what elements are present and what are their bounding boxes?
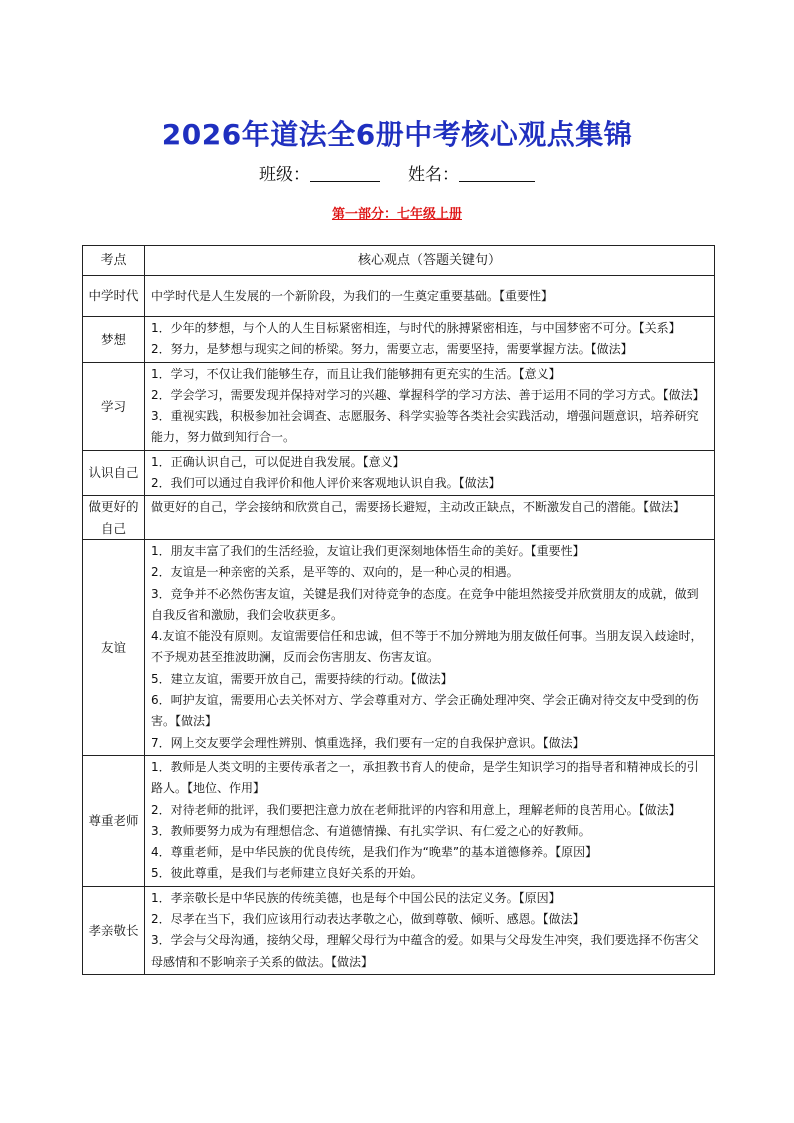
table-row: [83, 362, 715, 450]
table-row: [83, 496, 715, 540]
table-row: [83, 755, 715, 886]
row-topic: 孝亲敬长: [83, 886, 145, 974]
point-line: 3．教师要努力成为有理想信念、有道德情操、有扎实学识、有仁爱之心的好教师。: [151, 823, 591, 838]
point-line: 1．少年的梦想，与个人的人生目标紧密相连，与时代的脉搏紧密相连，与中国梦密不可分。【关系】: [151, 321, 681, 335]
part-title: 第一部分：七年级上册: [331, 207, 462, 222]
row-topic: 中学时代: [83, 276, 145, 317]
table-row: [83, 886, 715, 974]
header-points: 核心观点（答题关键句）: [145, 246, 715, 276]
point-line: 1．正确认识自己，可以促进自我发展。【意义】: [151, 454, 405, 469]
class-blank: [310, 165, 380, 182]
row-points: [145, 886, 715, 974]
row-points: [145, 317, 715, 363]
row-topic: 学习: [83, 362, 145, 450]
point-line: 1．教师是人类文明的主要传承者之一，承担教书育人的使命，是学生知识学习的指导者和精神成长的引路人。【地位、作用】: [151, 759, 699, 796]
page-title: 2026年道法全6册中考核心观点集锦: [161, 118, 633, 151]
point-line: 5．彼此尊重，是我们与老师建立良好关系的开始。: [151, 866, 423, 881]
table-header-row: [83, 246, 715, 276]
row-points: [145, 276, 715, 317]
point-line: 做更好的自己，学会接纳和欣赏自己，需要扬长避短，主动改正缺点，不断激发自己的潜能。【做法】: [151, 500, 686, 515]
table-row: [83, 317, 715, 363]
point-line: 1．朋友丰富了我们的生活经验，友谊让我们更深刻地体悟生命的美好。【重要性】: [151, 543, 585, 558]
name-blank: [459, 165, 535, 182]
point-line: 2．努力，是梦想与现实之间的桥梁。努力，需要立志，需要坚持，需要掌握方法。【做法】: [151, 342, 633, 357]
table-row: [83, 276, 715, 317]
point-line: 5．建立友谊，需要开放自己，需要持续的行动。【做法】: [151, 671, 453, 686]
row-topic: 认识自己: [83, 450, 145, 496]
row-topic: 友谊: [83, 539, 145, 755]
point-line: 中学时代是人生发展的一个新阶段，为我们的一生奠定重要基础。【重要性】: [151, 289, 554, 303]
point-line: 2．我们可以通过自我评价和他人评价来客观地认识自我。【做法】: [151, 476, 501, 491]
table-row: [83, 539, 715, 755]
point-line: 3．竞争并不必然伤害友谊，关键是我们对待竞争的态度。在竞争中能坦然接受并欣赏朋友的成就，做到自我反省和激励，我们会收获更多。: [151, 586, 699, 622]
row-points: [145, 362, 715, 450]
row-points: [145, 450, 715, 496]
key-points-table: [82, 245, 715, 975]
point-line: 2．友谊是一种亲密的关系，是平等的、双向的，是一种心灵的相遇。: [151, 565, 519, 580]
point-line: 1．孝亲敬长是中华民族的传统美德，也是每个中国公民的法定义务。【原因】: [151, 890, 561, 905]
point-line: 6．呵护友谊，需要用心去关怀对方、学会尊重对方、学会正确处理冲突、学会正确对待交友中受到的伤害。【做法】: [151, 693, 699, 729]
table-row: [83, 450, 715, 496]
header-topic: 考点: [83, 246, 145, 276]
row-topic: 梦想: [83, 317, 145, 363]
name-label: 姓名：: [408, 165, 459, 185]
point-line: 4．尊重老师，是中华民族的优良传统，是我们作为“晚辈”的基本道德修养。【原因】: [151, 845, 598, 860]
row-points: [145, 496, 715, 540]
point-line: 4.友谊不能没有原则。友谊需要信任和忠诚，但不等于不加分辨地为朋友做任何事。当朋友误入歧途时，不予规劝甚至推波助澜，反而会伤害朋友、伤害友谊。: [151, 629, 703, 665]
point-line: 3．学会与父母沟通，接纳父母，理解父母行为中蕴含的爱。如果与父母发生冲突，我们要选择不伤害父母感情和不影响亲子关系的做法。【做法】: [151, 933, 699, 969]
point-line: 2．学会学习，需要发现并保持对学习的兴趣、掌握科学的学习方法、善于运用不同的学习方式。【做法】: [151, 387, 705, 402]
row-topic: 做更好的自己: [83, 496, 145, 540]
row-points: [145, 539, 715, 755]
point-line: 2．尽孝在当下，我们应该用行动表达孝敬之心，做到尊敬、倾听、感恩。【做法】: [151, 912, 585, 927]
row-points: [145, 755, 715, 886]
point-line: 1．学习，不仅让我们能够生存，而且让我们能够拥有更充实的生活。【意义】: [151, 366, 561, 381]
point-line: 2．对待老师的批评，我们要把注意力放在老师批评的内容和用意上，理解老师的良苦用心。【做法】: [151, 802, 681, 817]
class-label: 班级：: [259, 165, 310, 185]
point-line: 7．网上交友要学会理性辨别、慎重选择，我们要有一定的自我保护意识。【做法】: [151, 735, 585, 750]
student-info: [0, 160, 794, 185]
row-topic: 尊重老师: [83, 755, 145, 886]
point-line: 3．重视实践，积极参加社会调查、志愿服务、科学实验等各类社会实践活动，增强问题意识，培养研究能力，努力做到知行合一。: [151, 409, 699, 445]
